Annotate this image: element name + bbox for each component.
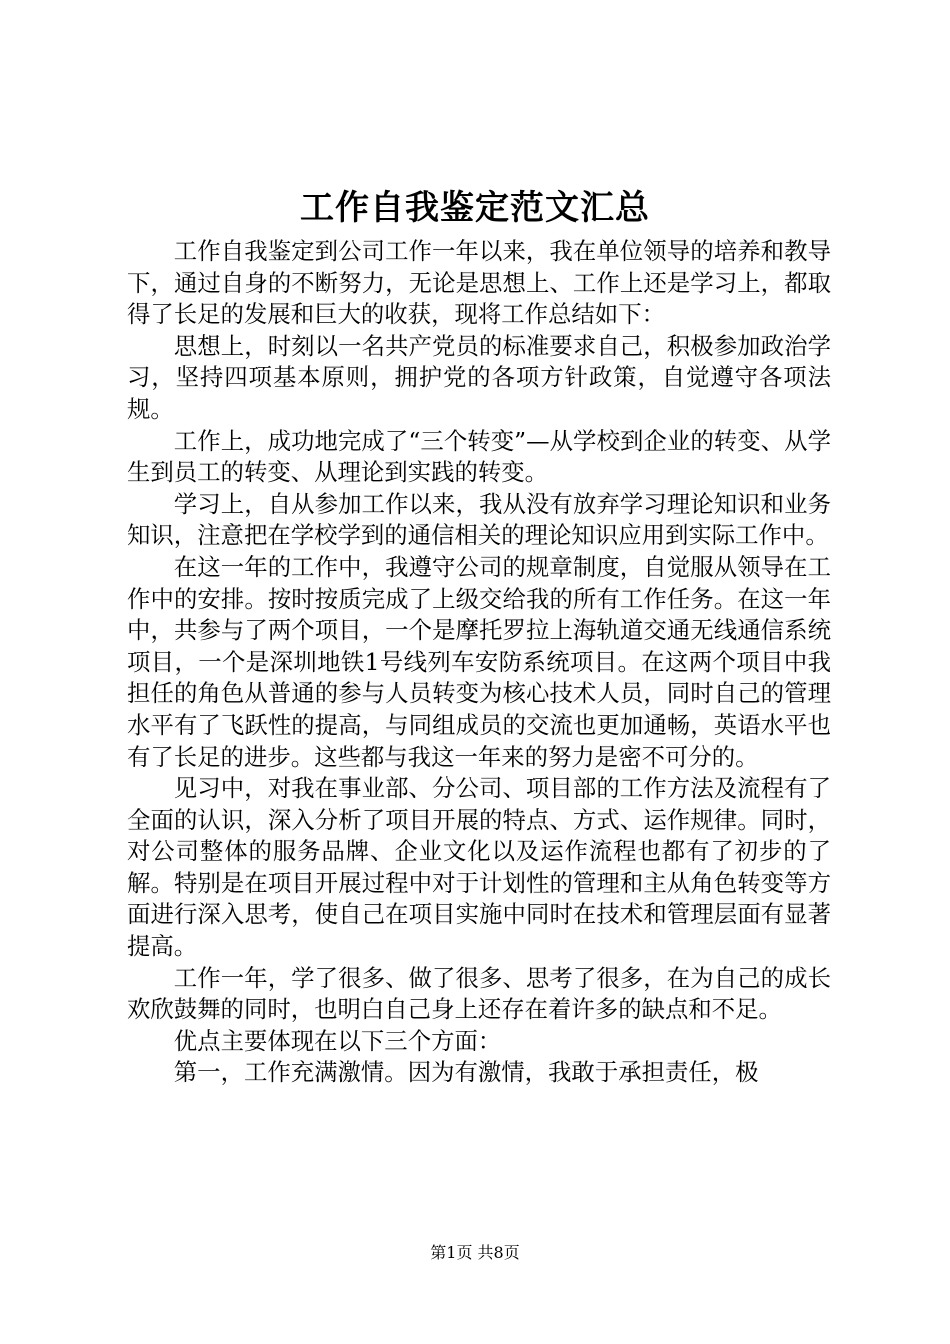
paragraph-intro: 工作自我鉴定到公司工作一年以来，我在单位领导的培养和教导下，通过自身的不断努力，无论是思想上、工作上还是学习上，都取得了长足的发展和巨大的收获，现将工作总结如下： <box>127 237 831 329</box>
paragraph-first-strength: 第一，工作充满激情。因为有激情，我敢于承担责任，极 <box>173 1058 759 1087</box>
paragraph-year-work: 在这一年的工作中，我遵守公司的规章制度，自觉服从领导在工作中的安排。按时按质完成了上级交给我的所有工作任务。在这一年中，共参与了两个项目，一个是摩托罗拉上海轨道交通无线通信系统项目，一个是深圳地铁1号线列车安防系统项目。在这两个项目中我担任的角色从普通的参与人员转变为核心技术人员，同时自己的管理水平有了飞跃性的提高，与同组成员的交流也更加通畅，英语水平也有了长足的进步。这些都与我这一年来的努力是密不可分的。 <box>127 552 831 771</box>
paragraph-internship: 见习中，对我在事业部、分公司、项目部的工作方法及流程有了全面的认识，深入分析了项目开展的特点、方式、运作规律。同时，对公司整体的服务品牌、企业文化以及运作流程也都有了初步的了解。特别是在项目开展过程中对于计划性的管理和主从角色转变等方面进行深入思考，使自己在项目实施中同时在技术和管理层面有显著提高。 <box>127 774 831 961</box>
paragraph-reflection: 工作一年，学了很多、做了很多、思考了很多，在为自己的成长欢欣鼓舞的同时，也明白自己身上还存在着许多的缺点和不足。 <box>127 963 831 1024</box>
paragraph-thought: 思想上，时刻以一名共产党员的标准要求自己，积极参加政治学习，坚持四项基本原则，拥护党的各项方针政策，自觉遵守各项法规。 <box>127 331 831 423</box>
paragraph-work: 工作上，成功地完成了“三个转变”—从学校到企业的转变、从学生到员工的转变、从理论到实践的转变。 <box>127 426 831 487</box>
paragraph-study: 学习上，自从参加工作以来，我从没有放弃学习理论知识和业务知识，注意把在学校学到的通信相关的理论知识应用到实际工作中。 <box>127 489 831 550</box>
page-footer: 第1页 共8页 <box>430 1243 520 1262</box>
document-title: 工作自我鉴定范文汇总 <box>300 188 650 228</box>
paragraph-strengths-intro: 优点主要体现在以下三个方面： <box>173 1026 502 1055</box>
document-body <box>127 236 831 1089</box>
